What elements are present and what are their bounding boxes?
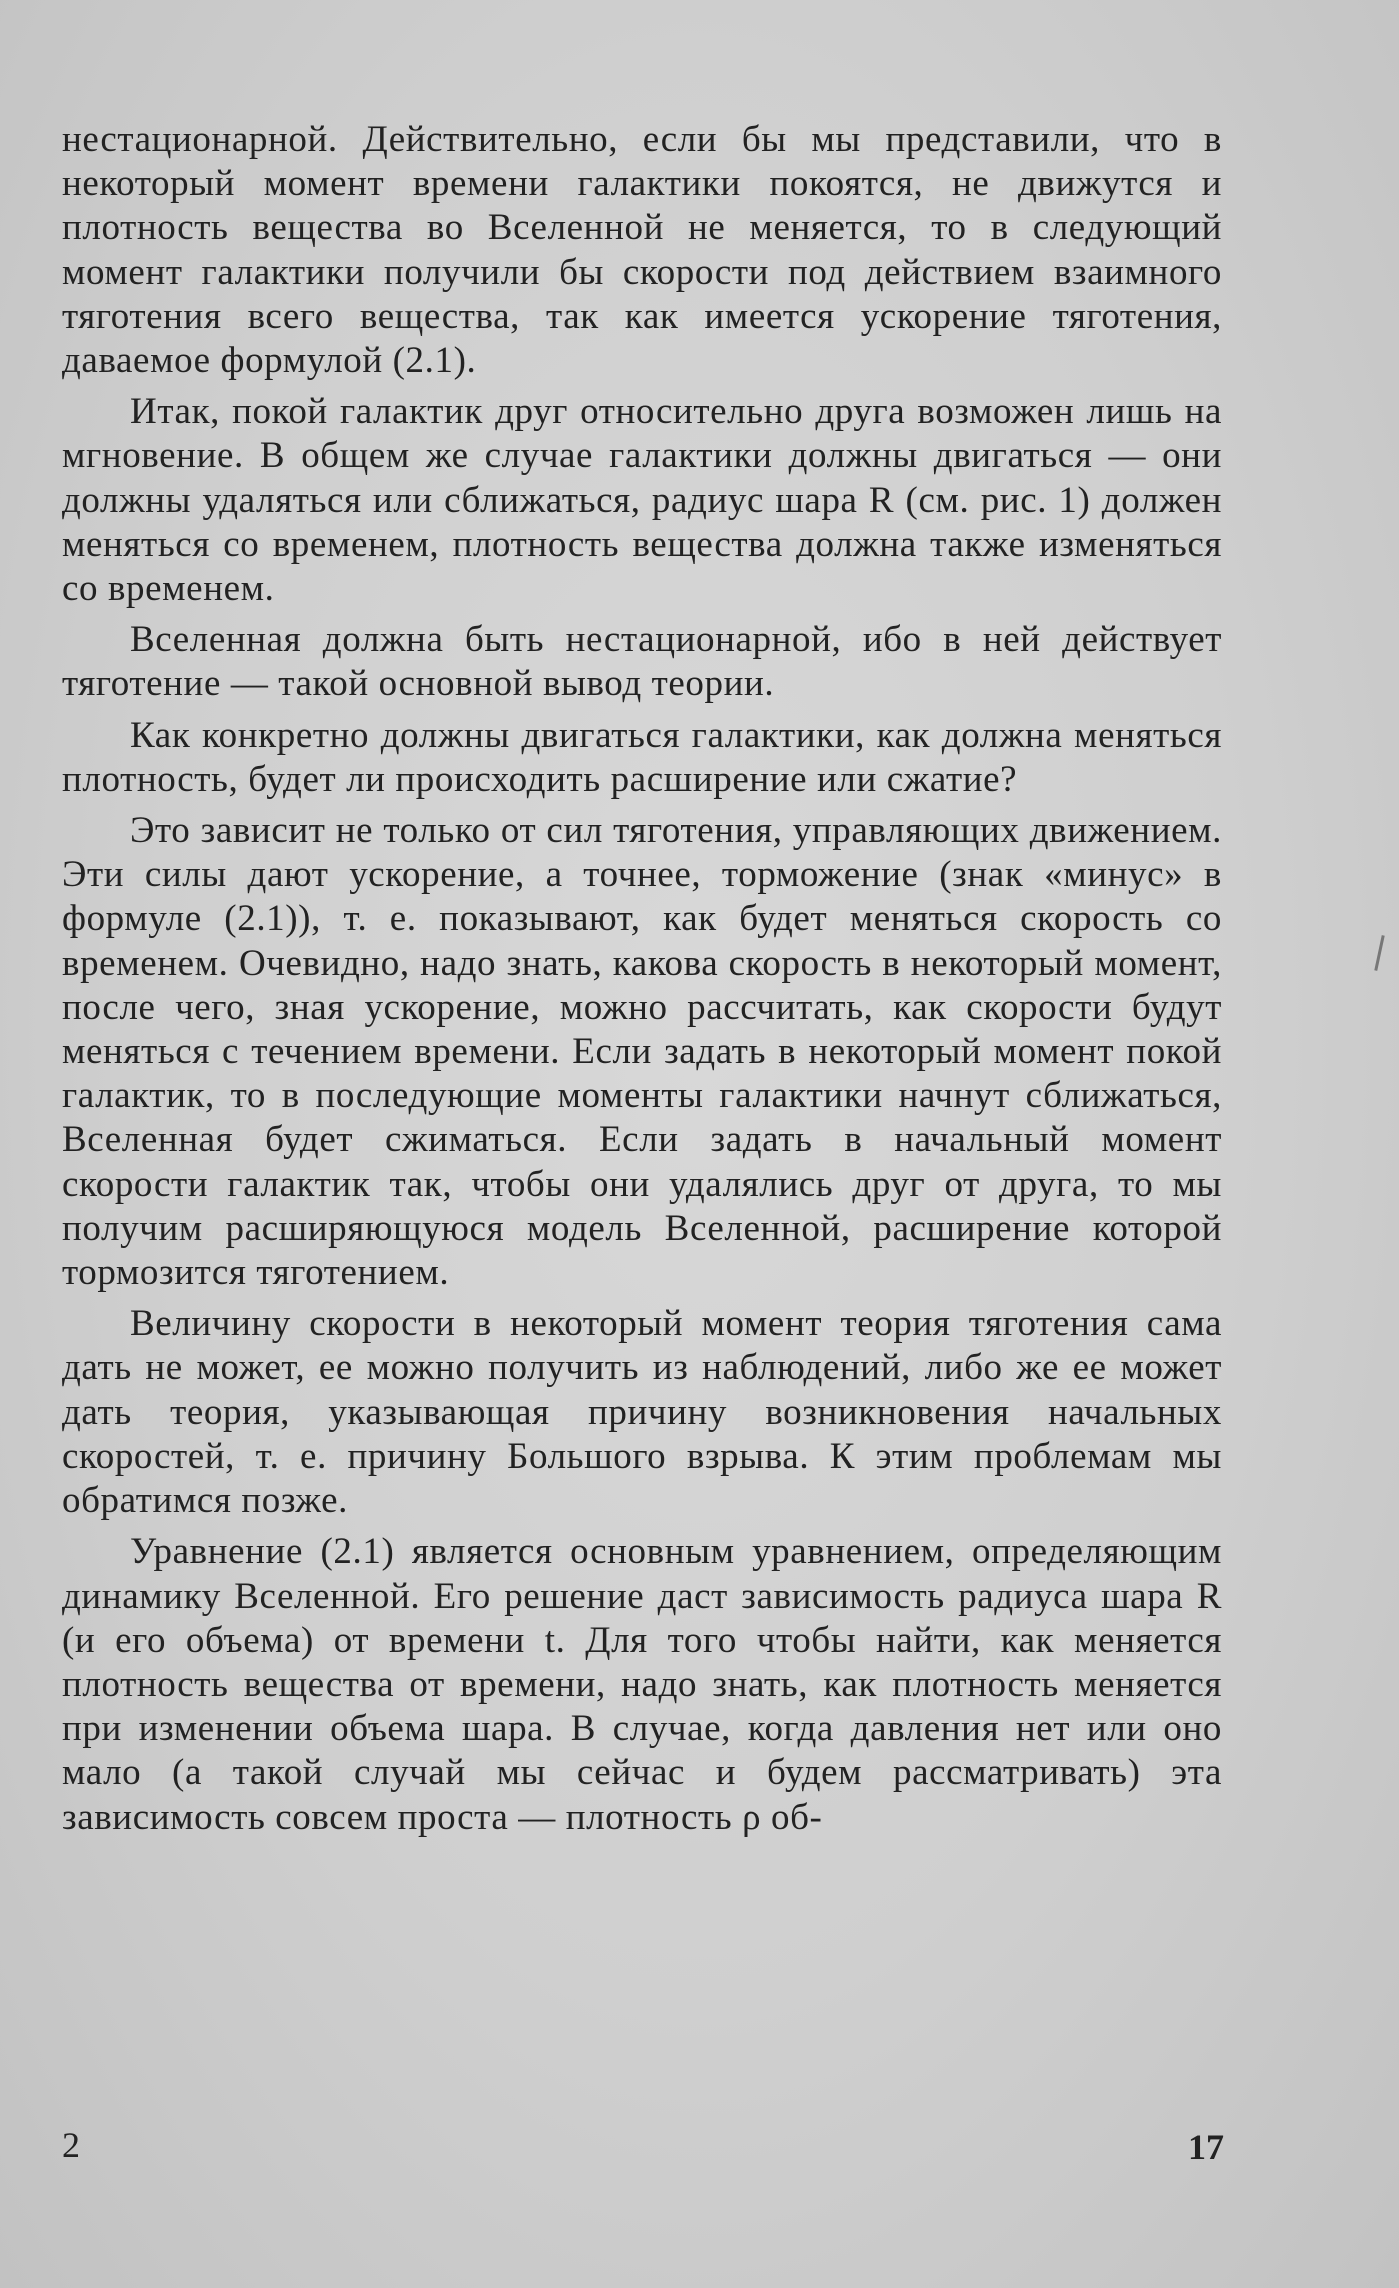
paragraph-6: Величину скорости в некоторый момент теория тяготения сама дать не может, ее можно получить из наблюдений, либо же ее может дать теория, указывающая причину возникновения начальных скоростей, т. е. причину Большого взрыва. К этим проблемам мы обратимся позже. [62, 1303, 1222, 1522]
paragraph-1: нестационарной. Действительно, если бы мы представили, что в некоторый момент времени галактики покоятся, не движутся и плотность вещества во Вселенной не меняется, то в следующий момент галактики получили бы скорости под действием взаимного тяготения всего вещества, так как имеется ускорение тяготения, даваемое формулой (2.1). [62, 119, 1222, 382]
signature-mark: 2 [62, 2125, 80, 2165]
page-number: 17 [1188, 2127, 1224, 2167]
margin-mark [1374, 935, 1384, 971]
paragraph-3: Вселенная должна быть нестационарной, ибо в ней действует тяготение — такой основной вывод теории. [62, 619, 1222, 705]
body-text [62, 118, 1222, 1840]
paragraph-4: Как конкретно должны двигаться галактики, как должна меняться плотность, будет ли происходить расширение или сжатие? [62, 714, 1222, 800]
paragraph-5: Это зависит не только от сил тяготения, управляющих движением. Эти силы дают ускорение, а точнее, торможение (знак «минус» в формуле (2.1)), т. е. показывают, как будет меняться скорость со временем. Очевидно, надо знать, какова скорость в некоторый момент, после чего, зная ускорение, можно рассчитать, как скорости будут меняться с течением времени. Если задать в некоторый момент покой галактик, то в последующие моменты галактики начнут сближаться, Вселенная будет сжиматься. Если задать в начальный момент скорости галактик так, чтобы они удалялись друг от друга, то мы получим расширяющуюся модель Вселенной, расширение которой тормозится тяготением. [62, 810, 1222, 1294]
paragraph-2: Итак, покой галактик друг относительно друга возможен лишь на мгновение. В общем же случае галактики должны двигаться — они должны удаляться или сближаться, радиус шара R (см. рис. 1) должен меняться со временем, плотность вещества должна также изменяться со временем. [62, 391, 1222, 610]
paragraph-7: Уравнение (2.1) является основным уравнением, определяющим динамику Вселенной. Его решение даст зависимость радиуса шара R (и его объема) от времени t. Для того чтобы найти, как меняется плотность вещества от времени, надо знать, как плотность меняется при изменении объема шара. В случае, когда давления нет или оно мало (а такой случай мы сейчас и будем рассматривать) эта зависимость совсем проста — плотность ρ об- [62, 1531, 1222, 1838]
